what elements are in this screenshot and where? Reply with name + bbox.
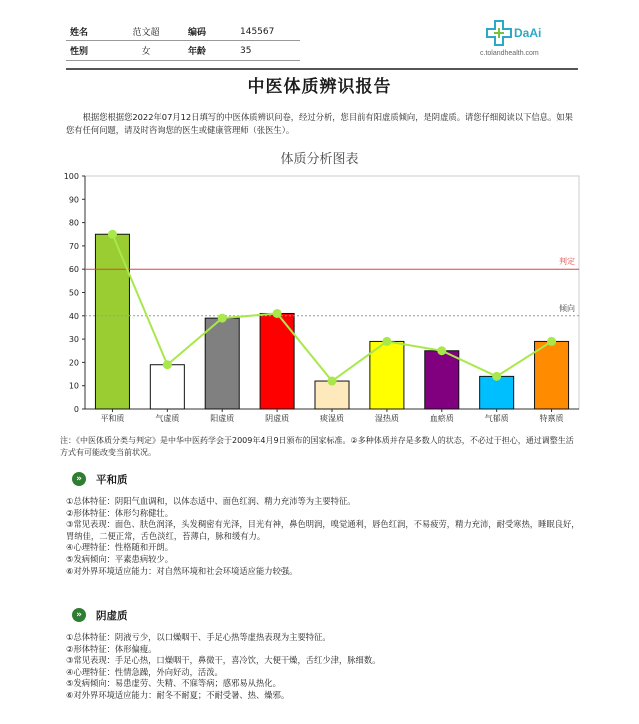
section-line: ②形体特征：体形偏瘦。 — [66, 643, 157, 654]
y-tick-label: 60 — [68, 265, 79, 275]
constitution-chart — [55, 168, 585, 433]
header-rule — [66, 68, 578, 70]
section-line: ⑤发病倾向：平素患病较少。 — [66, 553, 174, 564]
y-tick-label: 70 — [68, 241, 79, 251]
chevron-right-icon: » — [72, 608, 86, 622]
section-line: ⑥对外界环境适应能力：耐冬不耐夏；不耐受暑、热、燥邪。 — [66, 689, 290, 700]
y-tick-label: 20 — [68, 358, 79, 368]
patient-info — [70, 22, 310, 60]
age-label: 年龄 — [188, 47, 207, 57]
y-tick-label: 40 — [68, 311, 79, 321]
bar — [480, 376, 514, 409]
logo-url: c.tolandhealth.com — [480, 50, 539, 57]
trend-point — [218, 314, 227, 323]
trend-point — [437, 346, 446, 355]
bar — [425, 351, 459, 409]
x-tick-label: 痰湿质 — [320, 414, 344, 423]
section-line: ①总体特征：阴阳气血调和，以体态适中、面色红润、精力充沛等为主要特征。 — [66, 496, 356, 506]
logo-text: DaAi — [514, 26, 542, 40]
section-line: ④心理特征：性格随和开朗。 — [66, 542, 174, 553]
y-tick-label: 90 — [68, 195, 79, 205]
section-title: 平和质 — [96, 473, 128, 486]
x-tick-label: 平和质 — [100, 414, 125, 423]
x-tick-label: 湿热质 — [374, 414, 399, 423]
section-line: ④心理特征：性情急躁，外向好动，活泼。 — [66, 666, 223, 677]
trend-point — [492, 372, 501, 381]
section-line: ③常见表现：面色、肤色润泽，头发稠密有光泽，目光有神，鼻色明润，嗅觉通利，唇色红润，不易疲劳，精力充沛，耐受寒热，睡眠良好，胃纳佳，二便正常，舌色淡红，苔薄白，脉和缓有力。 — [66, 519, 580, 541]
code-label: 编码 — [188, 28, 207, 38]
trend-point — [382, 337, 391, 346]
x-tick-label: 气虚质 — [155, 414, 180, 423]
report-title: 中医体质辨识报告 — [247, 77, 392, 97]
section-line: ⑥对外界环境适应能力：对自然环境和社会环境适应能力较强。 — [66, 565, 298, 576]
section-line: ⑤发病倾向：易患虚劳、失精、不寐等病；感邪易从热化。 — [66, 678, 281, 689]
bar — [205, 318, 239, 409]
section-line: ①总体特征：阴液亏少，以口燥咽干、手足心热等虚热表现为主要特征。 — [66, 632, 331, 642]
y-tick-label: 0 — [73, 405, 79, 414]
code-value: 145567 — [240, 26, 275, 37]
footnote: 注：《中医体质分类与判定》是中华中医药学会于2009年4月9日颁布的国家标准。②多种体质并存是多数人的状态，不必过于担心，通过调整生活方式有可能改变当前状况。 — [60, 436, 574, 457]
bar — [150, 365, 184, 409]
header-divider — [66, 40, 300, 41]
report-intro: 根据您根据您2022年07月12日填写的中医体质辨识问卷，经过分析，您目前有阳虚质倾向，是阴虚质。请您仔细阅读以下信息。如果您有任何问题，请及时咨询您的医生或健康管理师（张医生）。 — [66, 112, 573, 135]
threshold-label: 判定 — [559, 257, 575, 267]
section-line: ③常见表现：手足心热，口燥咽干，鼻微干，喜冷饮，大便干燥，舌红少津，脉细数。 — [66, 655, 381, 666]
company-logo — [480, 18, 580, 62]
section-title: 阴虚质 — [96, 609, 128, 622]
y-tick-label: 10 — [68, 381, 79, 391]
x-tick-label: 特禀质 — [539, 414, 564, 423]
chevron-right-icon: » — [72, 472, 86, 486]
medical-cross-icon — [486, 20, 512, 46]
y-tick-label: 100 — [63, 172, 79, 181]
trend-point — [108, 230, 117, 239]
bar — [370, 341, 404, 409]
name-value: 范文超 — [132, 28, 160, 38]
trend-point — [273, 309, 282, 318]
x-tick-label: 阳虚质 — [210, 414, 235, 423]
y-tick-label: 30 — [68, 335, 79, 345]
x-tick-label: 血瘀质 — [429, 414, 454, 423]
section-yinxu — [66, 606, 586, 702]
header-divider — [66, 60, 300, 61]
trend-point — [547, 337, 556, 346]
y-tick-label: 80 — [68, 218, 79, 228]
sex-label: 性别 — [70, 47, 89, 57]
chart-title: 体质分析图表 — [280, 152, 359, 167]
name-label: 姓名 — [70, 28, 89, 38]
y-tick-label: 50 — [68, 288, 79, 298]
section-pinghe — [66, 470, 586, 577]
section-line: ②形体特征：体形匀称健壮。 — [66, 507, 174, 518]
sex-value: 女 — [141, 47, 151, 57]
age-value: 35 — [240, 45, 252, 56]
x-tick-label: 阴虚质 — [265, 414, 290, 423]
threshold-label: 倾向 — [559, 303, 575, 313]
trend-point — [328, 377, 337, 386]
x-tick-label: 气郁质 — [484, 414, 509, 423]
bar — [535, 341, 569, 409]
trend-point — [163, 360, 172, 369]
